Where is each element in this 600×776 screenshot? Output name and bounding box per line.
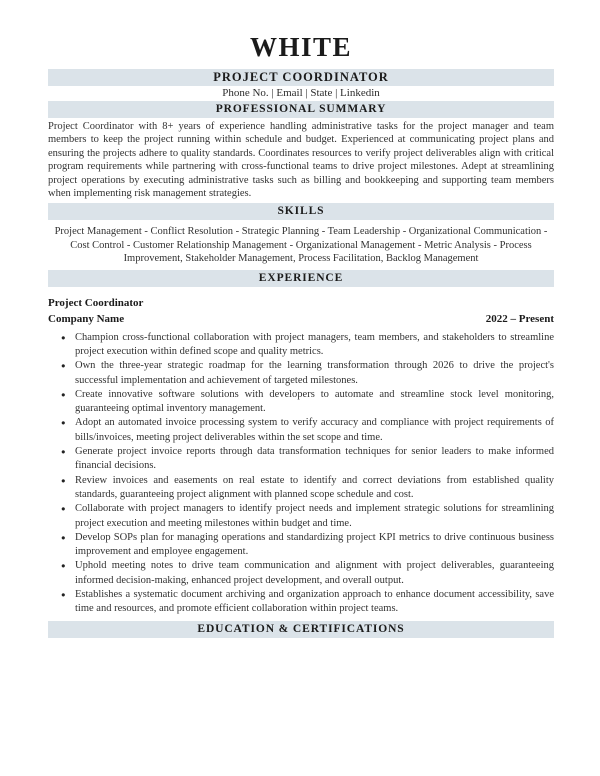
bullet-item: ● Create innovative software solutions with developers to automate and streamline stock level monitoring, guaranteeing optimal inventory management. [48, 388, 554, 417]
experience-heading-text: EXPERIENCE [258, 271, 344, 284]
skills-heading-text: SKILLS [277, 205, 325, 218]
bullet-item: ● Establishes a systematic document archiving and organization approach to enhance document accessibility, save time and resources, and promote efficient collaboration within project teams. [48, 588, 554, 617]
bullet-item: ● Own the three-year strategic roadmap for the learning transformation through 2026 to drive the project's successful implementation and achievement of targeted milestones. [48, 359, 554, 388]
experience-job-title: Project Coordinator [48, 296, 144, 309]
job-title-band [48, 69, 554, 86]
bullet-item: ● Collaborate with project managers to identify project needs and implement strategic solutions for streamlining project execution and meeting milestones within budget and time. [48, 502, 554, 531]
experience-bullet-list [48, 331, 554, 617]
candidate-name: WHITE [249, 32, 353, 62]
section-heading-experience [48, 270, 554, 287]
section-heading-education [48, 621, 554, 638]
education-heading-text: EDUCATION & CERTIFICATIONS [197, 622, 405, 635]
skills-list-text: Project Management - Conflict Resolution - Strategic Planning - Team Leadership - Organizational Communication - Cost Control - Customer Relationship Management - Organizational Management - Metric Analysis - Process Improvement, Stakeholder Management, Process Facilitation, Backlog Management [54, 226, 548, 265]
bullet-item: ● Adopt an automated invoice processing system to verify accuracy and compliance with project requirements of bills/invoices, meeting project deliverables within the set scope and time. [48, 416, 554, 445]
company-name: Company Name [48, 312, 125, 325]
bullet-item: ● Develop SOPs plan for managing operations and standardizing project KPI metrics to drive continuous business improvement and employee engagement. [48, 531, 554, 560]
bullet-item: ● Generate project invoice reports through data transformation techniques for senior leaders to make informed financial decisions. [48, 445, 554, 474]
section-heading-professional-summary [48, 101, 554, 118]
professional-summary-heading-text: PROFESSIONAL SUMMARY [215, 103, 387, 115]
contact-line: Phone No. | Email | State | Linkedin [222, 87, 380, 99]
bullet-item: ● Uphold meeting notes to drive team communication and alignment with project deliverables, guaranteeing informed decision-making, enhanced project development, and overall output. [48, 559, 554, 588]
professional-summary-text: Project Coordinator with 8+ years of experience handling administrative tasks for the project manager and team members to keep the project running within schedule and budget. Experienced at communicating project plans and ensuring the projects adhere to quality standards. Coordinates resources to verify project deliverables align with critical program requirements while partnering with cross-functional teams to drive project milestones. Adept at streamlining project operations by executing administrative tasks such as billing and bookkeeping and supporting team members when implementing risk management strategies. [48, 121, 554, 200]
date-range: 2022 – Present [485, 312, 554, 325]
section-heading-skills [48, 203, 554, 220]
bullet-item: ● Review invoices and easements on real estate to identify and correct deviations from established quality standards, guaranteeing project alignment with planned scope schedule and cost. [48, 474, 554, 503]
bullet-item: ● Champion cross-functional collaboration with project managers, team members, and stakeholders to streamline project execution within defined scope and quality metrics. [48, 331, 554, 360]
job-title-text: PROJECT COORDINATOR [213, 70, 389, 84]
company-row [48, 312, 554, 326]
